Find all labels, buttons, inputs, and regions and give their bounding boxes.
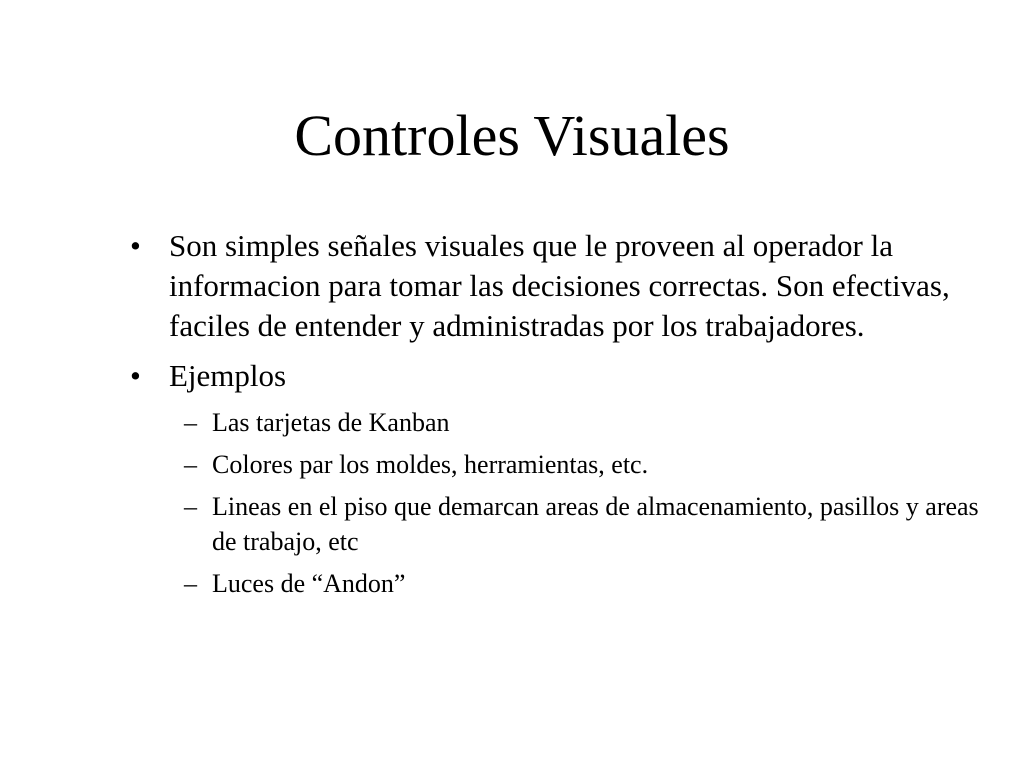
sub-item-text: Las tarjetas de Kanban [212, 408, 450, 437]
bullet-text: Son simples señales visuales que le proveen al operador la informacion para tomar las decisiones correctas. Son efectivas, faciles de entender y administradas por los trabajadores. [169, 228, 950, 343]
sub-item-lineas [122, 489, 982, 559]
bullet-marker: • [130, 358, 141, 393]
sub-item-marker: – [184, 408, 197, 437]
sub-item-colores [122, 447, 982, 482]
bullet-definition [122, 226, 982, 346]
slide-title: Controles Visuales [294, 103, 730, 168]
slide-body [122, 226, 982, 608]
sub-item-kanban [122, 405, 982, 440]
sub-item-luces [122, 566, 982, 601]
examples-list [122, 405, 982, 601]
sub-item-marker: – [184, 450, 197, 479]
sub-item-marker: – [184, 569, 197, 598]
sub-item-text: Luces de “Andon” [212, 569, 406, 598]
sub-item-marker: – [184, 492, 197, 521]
sub-item-text: Lineas en el piso que demarcan areas de almacenamiento, pasillos y areas de trabajo, etc [212, 492, 979, 556]
bullet-text: Ejemplos [169, 358, 287, 393]
sub-item-text: Colores par los moldes, herramientas, etc. [212, 450, 649, 479]
bullet-marker: • [130, 228, 141, 263]
bullet-examples [122, 356, 982, 396]
